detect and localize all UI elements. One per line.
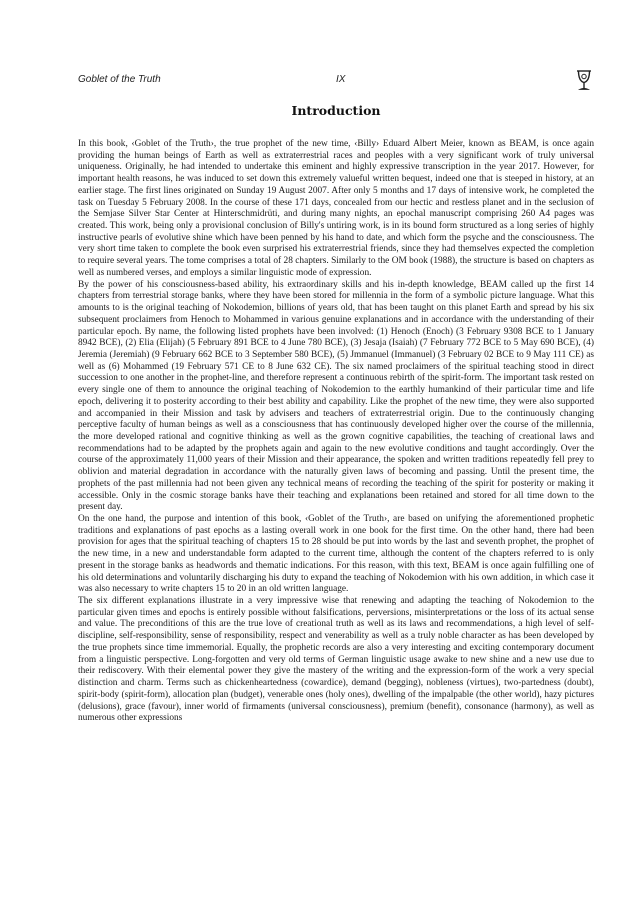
chalice-icon — [574, 68, 594, 94]
paragraph: The six different explanations illustrate in a very impressive wise that renewing and adapting the teaching of Nokodemion to the particular given times and epochs is entirely possible without falsifications, perversions, misinterpretations or the loss of its actual sense and value. The preconditions of this are the true love of creational truth as well as its laws and recommendations, a high level of self-discipline, self-responsibility, sense of responsibility, respect and venerability as well as a truly noble character as has been developed by the true prophets since time immemorial. Equally, the prophetic records are also a very interesting and exciting contemporary document from a linguistic perspective. Long-forgotten and very old terms of German linguistic usage awake to new shine and a new use due to their rediscovery. With their elemental power they give the mastery of the writing and the expression-form of the work a very special distinction and charm. Terms such as chickenheartedness (cowardice), demand (begging), nobleness (virtues), two-partedness (doubt), spirit-body (spirit-form), allocation plan (budget), venerable ones (holy ones), dwelling of the impalpable (the other world), hazy pictures (delusions), grace (favour), inner world of firmaments (universal consciousness), premium (benefit), consonance (harmony), as well as numerous other expressions — [78, 596, 594, 724]
paragraph: In this book, ‹Goblet of the Truth›, the true prophet of the new time, ‹Billy› Eduard Albert Meier, known as BEAM, is once again providing the human beings of Earth as well as extraterrestrial races and peoples with a very significant work of truly universal uniqueness. Originally, he had intended to undertake this eminent and highly expressive transcription in the year 2017. However, for important health reasons, he was induced to set down this extremely valueful written bequest, indeed one that is steeped in history, at an earlier stage. The first lines originated on Sunday 19 August 2007. After only 5 months and 17 days of intensive work, he completed the task on Tuesday 5 February 2008. In the course of these 171 days, concealed from our hectic and restless planet and in the seclusion of the Semjase Silver Star Center at Hinterschmidrüti, and during many nights, an epochal manuscript comprising 260 A4 pages was created. This work, being only a provisional conclusion of Billy's untiring work, is in its bound form structured as a long series of highly instructive pearls of evolutive shine which have been penned by his hand to date, and which form the psyche and the consciousness. The very short time taken to complete the book even surprised his extraterrestrial friends, since they had themselves expected the completion to require several years. The tome comprises a total of 28 chapters. Similarly to the OM book (1988), the structure is based on chapters as well as numbered verses, and employs a similar linguistic mode of expression. — [78, 139, 594, 278]
body-text — [78, 139, 594, 725]
paragraph: By the power of his consciousness-based ability, his extraordinary skills and his in-depth knowledge, BEAM called up the first 14 chapters from terrestrial storage banks, where they have been stored for millennia in the form of a symbolic picture language. What this amounts to is the original teaching of Nokodemion, billions of years old, that has been taught on this planet Earth and spread by his six subsequent proclaimers from Henoch to Mohammed in various genuine explanations and in accordance with the understanding of their particular epoch. By name, the following listed prophets have been involved: (1) Henoch (Enoch) (3 February 9308 BCE to 1 January 8942 BCE), (2) Elia (Elijah) (5 February 891 BCE to 4 June 780 BCE), (3) Jesaja (Isaiah) (7 February 772 BCE to 5 May 690 BCE), (4) Jeremia (Jeremiah) (9 February 662 BCE to 3 September 580 BCE), (5) Jmmanuel (Immanuel) (3 February 02 BCE to 9 May 111 CE) as well as (6) Mohammed (19 February 571 CE to 8 June 632 CE). The six named proclaimers of the spiritual teaching stood in direct succession to one another in the prophet-line, and therefore represent a continuous rebirth of the spirit-form. The important task rested on every single one of them to announce the original teaching of Nokodemion to the earthly humankind of their particular time and life epoch, delivering it to posterity according to their best ability and capability. Like the prophet of the new time, they were also supported and accompanied in their Mission and task by advisers and teachers of extraterrestrial origin. Due to the continuously changing perceptive faculty of human beings as well as a consciousness that has continuously developed higher over the course of the millennia, the more developed rational and cognitive thinking as well as the grown cognitive capabilities, the teaching of creational laws and recommendations had to be adapted by the prophets again and again to the new evolutive conditions and taught accordingly. Over the course of the approximately 11,000 years of their Mission and their appearance, the spoken and written traditions repeatedly fell prey to oblivion and material degradation in accordance with the naturally given laws of becoming and passing. Until the present time, the prophets of the past millennia had not been given any technical means of recording the teaching of the spirit for posterity or making it accessible. Only in the cosmic storage banks have their teaching and explanations been retained and stored for all time down to the present day. — [78, 279, 594, 513]
book-title: Goblet of the Truth — [78, 74, 161, 85]
running-header — [78, 70, 594, 96]
paragraph: On the one hand, the purpose and intention of this book, ‹Goblet of the Truth›, are based on unifying the aforementioned prophetic traditions and explanations of past epochs as a lasting overall work in one book for the first time. On the other hand, there had been provision for ages that the spiritual teaching of chapters 15 to 28 should be put into words by the last and seventh prophet, the prophet of the new time, in a new and understandable form adapted to the current time, although the content of the chapters referred to is only present in the storage banks as headwords and thematic indications. For this reason, with this text, BEAM is once again fulfilling one of his old determinations and voluntarily discharging his duty to expand the teaching of Nokodemion with his own addition, in which case it was also necessary to write chapters 15 to 20 in an old written language. — [78, 514, 594, 595]
section-heading: Introduction — [291, 103, 381, 118]
page-number: IX — [336, 74, 346, 85]
